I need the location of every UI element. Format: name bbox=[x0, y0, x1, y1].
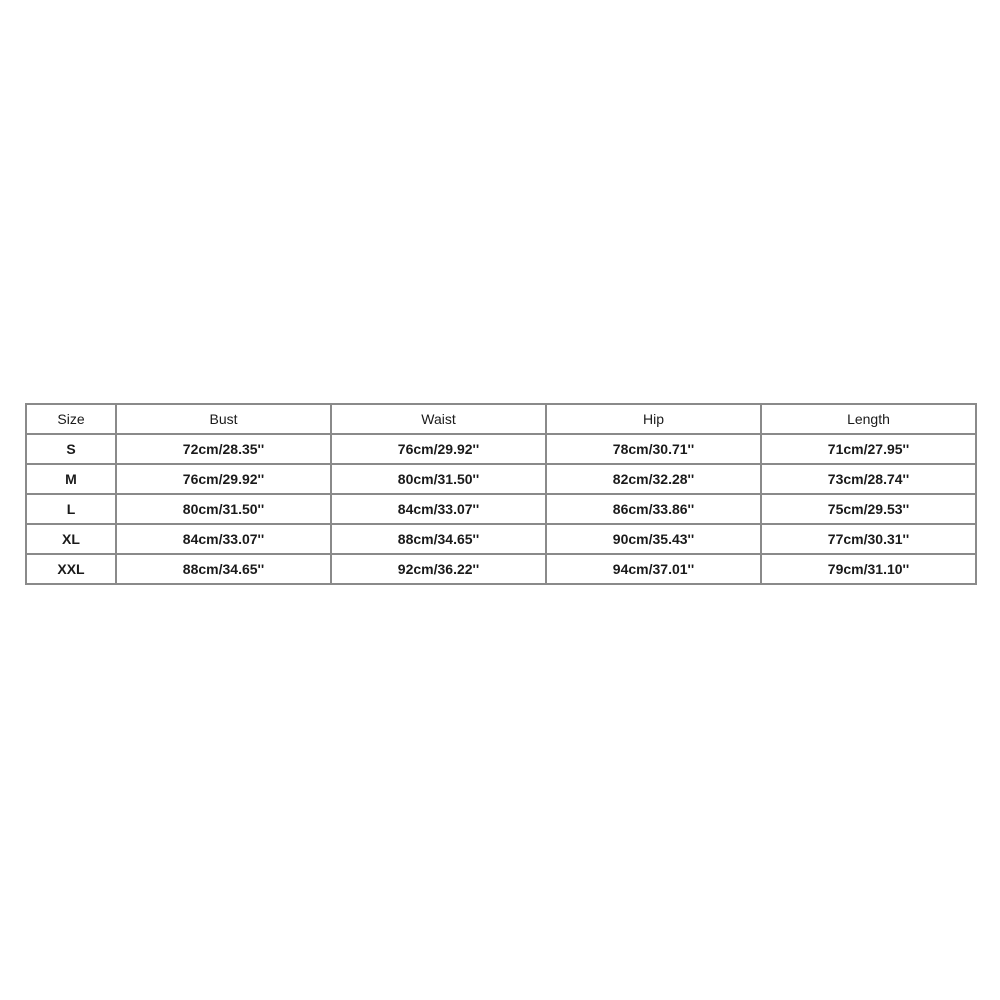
table-row bbox=[26, 524, 976, 554]
table-header-row bbox=[26, 404, 976, 434]
header-hip: Hip bbox=[546, 404, 761, 434]
table-row bbox=[26, 554, 976, 584]
cell-bust: 84cm/33.07'' bbox=[116, 524, 331, 554]
cell-hip: 86cm/33.86'' bbox=[546, 494, 761, 524]
cell-length: 73cm/28.74'' bbox=[761, 464, 976, 494]
cell-hip: 94cm/37.01'' bbox=[546, 554, 761, 584]
header-size: Size bbox=[26, 404, 116, 434]
table-row bbox=[26, 494, 976, 524]
cell-hip: 82cm/32.28'' bbox=[546, 464, 761, 494]
cell-length: 77cm/30.31'' bbox=[761, 524, 976, 554]
cell-waist: 80cm/31.50'' bbox=[331, 464, 546, 494]
cell-waist: 88cm/34.65'' bbox=[331, 524, 546, 554]
cell-bust: 88cm/34.65'' bbox=[116, 554, 331, 584]
cell-bust: 76cm/29.92'' bbox=[116, 464, 331, 494]
size-chart-table bbox=[25, 403, 977, 585]
cell-size: XL bbox=[26, 524, 116, 554]
table-row bbox=[26, 434, 976, 464]
cell-size: M bbox=[26, 464, 116, 494]
header-bust: Bust bbox=[116, 404, 331, 434]
cell-size: L bbox=[26, 494, 116, 524]
table-row bbox=[26, 464, 976, 494]
cell-hip: 78cm/30.71'' bbox=[546, 434, 761, 464]
cell-bust: 80cm/31.50'' bbox=[116, 494, 331, 524]
cell-waist: 92cm/36.22'' bbox=[331, 554, 546, 584]
header-length: Length bbox=[761, 404, 976, 434]
cell-waist: 76cm/29.92'' bbox=[331, 434, 546, 464]
cell-length: 75cm/29.53'' bbox=[761, 494, 976, 524]
cell-hip: 90cm/35.43'' bbox=[546, 524, 761, 554]
cell-waist: 84cm/33.07'' bbox=[331, 494, 546, 524]
header-waist: Waist bbox=[331, 404, 546, 434]
cell-size: S bbox=[26, 434, 116, 464]
cell-length: 79cm/31.10'' bbox=[761, 554, 976, 584]
cell-length: 71cm/27.95'' bbox=[761, 434, 976, 464]
cell-bust: 72cm/28.35'' bbox=[116, 434, 331, 464]
cell-size: XXL bbox=[26, 554, 116, 584]
